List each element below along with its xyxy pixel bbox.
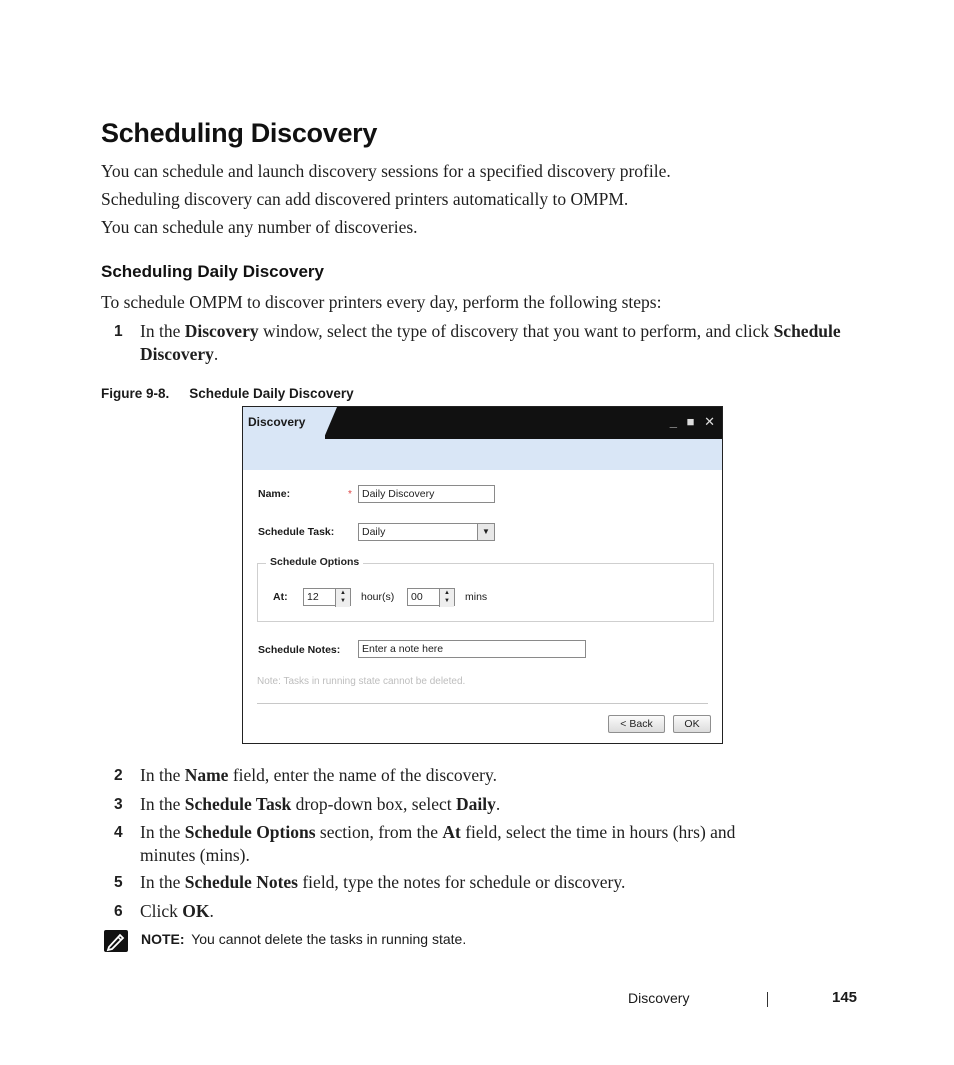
intro-paragraph-1: You can schedule and launch discovery sessions for a specified discovery profile. (101, 161, 671, 181)
spinner-arrows-icon[interactable]: ▲ ▼ (335, 589, 350, 607)
schedule-task-select[interactable] (358, 523, 495, 541)
section-heading: Scheduling Daily Discovery (101, 262, 324, 281)
note (141, 931, 466, 947)
ok-button[interactable]: OK (673, 715, 711, 733)
hours-value: 12 (307, 591, 319, 603)
figure-caption (101, 386, 354, 401)
dialog-note: Note: Tasks in running state cannot be deleted. (257, 676, 466, 687)
page-number: 145 (832, 989, 858, 1006)
schedule-task-label: Schedule Task: (258, 526, 335, 538)
intro-paragraph-2: Scheduling discovery can add discovered printers automatically to OMPM. (101, 189, 629, 209)
schedule-options-title: Schedule Options (266, 556, 363, 568)
figure-title: Schedule Daily Discovery (189, 386, 354, 401)
spinner-arrows-icon[interactable]: ▲ ▼ (439, 589, 454, 607)
minutes-stepper[interactable] (407, 588, 455, 606)
name-input[interactable]: Daily Discovery (358, 485, 495, 503)
header-band (243, 439, 722, 470)
footer-section: Discovery (628, 990, 690, 1006)
intro-paragraph-3: You can schedule any number of discoveries. (101, 217, 418, 237)
at-label: At: (273, 591, 288, 603)
page-title: Scheduling Discovery (101, 118, 378, 148)
note-text: You cannot delete the tasks in running state. (191, 931, 467, 947)
window-controls[interactable]: _ ■ ✕ (669, 414, 718, 429)
step-number: 1 (114, 323, 123, 340)
chevron-down-icon[interactable]: ▼ (477, 524, 494, 540)
schedule-notes-input[interactable]: Enter a note here (358, 640, 586, 658)
lead-paragraph: To schedule OMPM to discover printers every day, perform the following steps: (101, 292, 662, 312)
figure-label: Figure 9-8. (101, 386, 170, 401)
schedule-notes-label: Schedule Notes: (258, 644, 341, 656)
hours-stepper[interactable] (303, 588, 351, 606)
name-label: Name: (258, 488, 291, 500)
note-pencil-icon (104, 930, 128, 952)
footer-divider (767, 992, 768, 1007)
required-icon: * (348, 489, 352, 500)
discovery-dialog (242, 406, 723, 744)
schedule-options-group (257, 556, 714, 622)
schedule-task-value: Daily (362, 526, 386, 538)
dialog-title: Discovery (248, 415, 306, 429)
hours-unit: hour(s) (361, 591, 395, 603)
minutes-unit: mins (465, 591, 488, 603)
back-button[interactable]: < Back (608, 715, 665, 733)
divider (257, 703, 708, 704)
note-label: NOTE: (141, 931, 185, 947)
minutes-value: 00 (411, 591, 423, 603)
